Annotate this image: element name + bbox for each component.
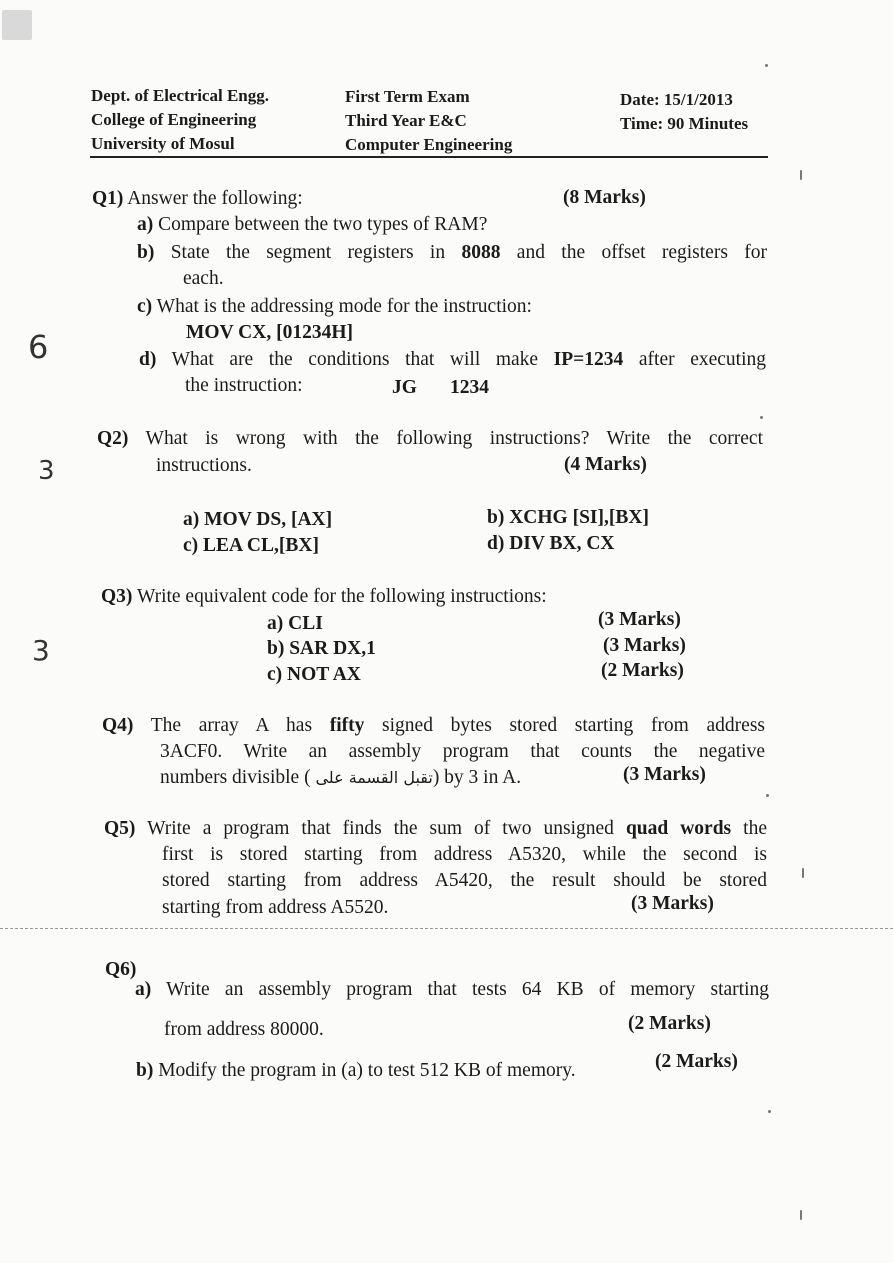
- q1-b: b) State the segment registers in 8088 and the offset registers for: [137, 242, 768, 263]
- q3-item-b-marks: (3 Marks): [603, 635, 686, 656]
- q1-c: c) What is the addressing mode for the instruction:: [137, 296, 532, 317]
- q5-line1: Q5) Write a program that finds the sum of two unsigned quad words the: [104, 818, 767, 839]
- q6-a-cont: from address 80000.: [164, 1019, 324, 1040]
- q3-item-b: b) SAR DX,1: [267, 638, 376, 659]
- handwritten-grade-q2: 3: [38, 456, 55, 486]
- q6-title: Q6): [105, 959, 137, 980]
- q2-title-cont: instructions.: [156, 455, 252, 476]
- q1-b-cont: each.: [183, 268, 224, 289]
- handwritten-grade-q1: 6: [28, 328, 49, 366]
- q2-d: d) DIV BX, CX: [487, 533, 615, 554]
- scan-corner-mark: [2, 10, 32, 40]
- q2-title: Q2) What is wrong with the following instructions? Write the correct: [97, 428, 763, 449]
- q1-d-value: 1234: [450, 377, 489, 398]
- q2-b: b) XCHG [SI],[BX]: [487, 507, 649, 528]
- scan-speck: [800, 1210, 802, 1220]
- scan-speck: [802, 868, 804, 878]
- q2-marks: (4 Marks): [564, 454, 647, 475]
- header-date-time: Date: 15/1/2013 Time: 90 Minutes: [620, 90, 749, 133]
- handwritten-grade-q3: 3: [32, 634, 50, 667]
- q5-line2: first is stored starting from address A5320, while the second is: [162, 844, 767, 865]
- q6-b: b) Modify the program in (a) to test 512 KB of memory.: [136, 1060, 576, 1081]
- scan-speck: [768, 1110, 771, 1113]
- scan-fold-line: [0, 928, 893, 929]
- q6-a-marks: (2 Marks): [628, 1013, 711, 1034]
- q1-a: a) Compare between the two types of RAM?: [137, 214, 488, 235]
- q4-line3: numbers divisible ( تقبل القسمة على) by 3 in A.: [160, 767, 522, 788]
- q6-a: a) Write an assembly program that tests 64 KB of memory starting: [135, 979, 769, 1000]
- scan-speck: [765, 64, 768, 67]
- q1-d-cont: the instruction:: [185, 375, 303, 396]
- q1-d-jg: JG: [392, 377, 417, 398]
- q1-marks: (8 Marks): [563, 187, 646, 208]
- header-rule: [90, 156, 768, 158]
- q1-title: Q1) Answer the following:: [92, 188, 303, 209]
- scan-speck: [800, 170, 802, 180]
- header-exam: First Term Exam Third Year E&C Computer Engineering: [345, 87, 513, 154]
- q5-line3: stored starting from address A5420, the result should be stored: [162, 870, 767, 891]
- header-dept: Dept. of Electrical Engg. College of Engineering University of Mosul: [91, 86, 269, 153]
- scan-speck: [760, 416, 763, 419]
- q2-a: a) MOV DS, [AX]: [183, 509, 333, 530]
- q3-item-c: c) NOT AX: [267, 664, 361, 685]
- q3-item-a-marks: (3 Marks): [598, 609, 681, 630]
- q3-item-c-marks: (2 Marks): [601, 660, 684, 681]
- q4-line1: Q4) The array A has fifty signed bytes stored starting from address: [102, 715, 766, 736]
- q4-marks: (3 Marks): [623, 764, 706, 785]
- q2-c: c) LEA CL,[BX]: [183, 535, 319, 556]
- q5-marks: (3 Marks): [631, 893, 714, 914]
- q1-c-code: MOV CX, [01234H]: [186, 322, 353, 343]
- q5-line4: starting from address A5520.: [162, 897, 389, 918]
- q1-d: d) What are the conditions that will make IP=1234 after executing: [139, 349, 767, 370]
- q3-title: Q3) Write equivalent code for the following instructions:: [101, 586, 547, 607]
- scan-speck: [766, 794, 769, 797]
- q6-b-marks: (2 Marks): [655, 1051, 738, 1072]
- q4-line2: 3ACF0. Write an assembly program that counts the negative: [160, 741, 765, 762]
- q3-item-a: a) CLI: [267, 613, 323, 634]
